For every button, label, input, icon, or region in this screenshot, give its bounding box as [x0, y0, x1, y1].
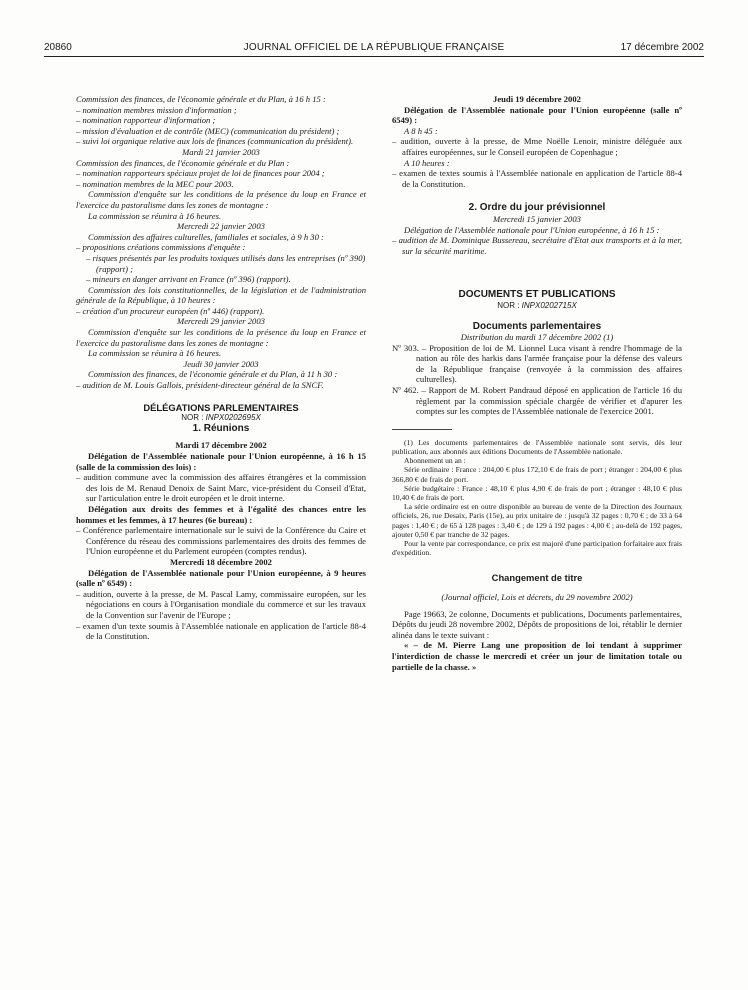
issue-date: 17 décembre 2002	[620, 42, 704, 53]
date-heading: Mardi 21 janvier 2003	[182, 146, 260, 157]
agenda-item: – nomination membres mission d'information ;	[76, 104, 237, 115]
section-title-delegations: DÉLÉGATIONS PARLEMENTAIRES	[143, 401, 299, 413]
agenda-subitem: – risques présentés par les produits toxiques utilisés dans les entreprises (nº 390) (rapport) ;	[86, 252, 366, 274]
agenda-heading: Délégation de l'Assemblée nationale pour l'Union européenne, à 9 heures (salle nº 6549) :	[76, 567, 366, 589]
agenda-item: – audition, ouverte à la presse, de Mme Noëlle Lenoir, ministre déléguée aux affaires européennes, sur le Conseil européen de Copenhague ;	[392, 136, 682, 157]
agenda-item: – examen d'un texte soumis à l'Assemblée nationale en application de l'article 88-4 de la Constitution.	[76, 620, 366, 642]
journal-title: JOURNAL OFFICIEL DE LA RÉPUBLIQUE FRANÇAISE	[243, 42, 505, 53]
footnote: Pour la vente par correspondance, ce prix est majoré d'une participation forfaitaire aux frais d'expédition.	[392, 539, 682, 558]
erratum-quote: « – de M. Pierre Lang une proposition de loi tendant à supprimer l'interdiction de chasse le mercredi et créer un jour de limitation totale ou partielle de la chasse. »	[392, 640, 682, 672]
agenda-heading: Commission des finances, de l'économie générale et du Plan, à 11 h 30 :	[88, 369, 338, 380]
agenda-item: – examen de textes soumis à l'Assemblée nationale en application de l'article 88-4 de la Constitution.	[392, 168, 682, 189]
agenda-time: A 10 heures :	[404, 157, 450, 168]
subsection-title: 2. Ordre du jour prévisionnel	[468, 202, 606, 214]
nor-label: NOR :	[497, 300, 522, 310]
footnote: Série budgétaire : France : 48,10 € plus 4,90 € de frais de port ; étranger : 48,10 € plus 10,40 € de frais de port.	[392, 483, 682, 503]
document-entry: Nº 303. – Proposition de loi de M. Lionnel Luca visant à rendre l'hommage de la nation au rôle des harkis dans l'armée française pour la défense des valeurs de la République française (renvoyée à la commission des affaires culturelles).	[392, 342, 682, 385]
date-heading: Jeudi 30 janvier 2003	[183, 358, 259, 369]
nor-label: NOR :	[181, 413, 206, 423]
agenda-time: A 8 h 45 :	[404, 125, 438, 136]
agenda-item: – suivi loi organique relative aux lois de finances (communication du président).	[76, 136, 354, 147]
erratum-text: Page 19663, 2e colonne, Documents et publications, Documents parlementaires, Dépôts du jeudi 28 novembre 2002, Dépôts de propositions de loi, rétablir le dernier alinéa dans le texte suivant :	[392, 608, 682, 640]
date-heading: Mercredi 29 janvier 2003	[177, 316, 265, 327]
section-title-documents: DOCUMENTS ET PUBLICATIONS	[458, 289, 616, 301]
agenda-heading: Délégation aux droits des femmes et à l'égalité des chances entre les hommes et les femmes, à 17 heures (6e bureau) :	[76, 503, 366, 525]
date-heading: Mercredi 18 décembre 2002	[170, 556, 272, 567]
agenda-note: La commission se réunira à 16 heures.	[88, 210, 222, 221]
agenda-heading: Délégation de l'Assemblée nationale pour l'Union européenne (salle nº 6549) :	[392, 104, 682, 126]
agenda-heading: Commission d'enquête sur les conditions de la présence du loup en France et l'exercice du pastoralisme dans les zones de montagne :	[76, 189, 366, 210]
agenda-heading: Commission des lois constitutionnelles, de la législation et de l'administration générale de la République, à 10 heures :	[76, 284, 366, 306]
left-column	[76, 94, 366, 642]
agenda-item: – nomination membres de la MEC pour 2003.	[76, 178, 234, 189]
subsection-title: Changement de titre	[491, 572, 583, 584]
agenda-heading: Commission des finances, de l'économie générale et du Plan, à 16 h 15 :	[76, 94, 326, 104]
agenda-item: – audition de M. Dominique Bussereau, secrétaire d'Etat aux transports et à la mer, sur la sécurité maritime.	[392, 235, 682, 256]
journal-reference: (Journal officiel, Lois et décrets, du 29 novembre 2002)	[441, 592, 633, 603]
agenda-item: – audition, ouverte à la presse, de M. Pascal Lamy, commissaire européen, sur les négociations en cours à l'Organisation mondiale du commerce et sur les travaux de la Convention sur l'avenir de l'Europe ;	[76, 588, 366, 620]
footnote-divider	[392, 429, 452, 430]
footnote: (1) Les documents parlementaires de l'Assemblée nationale sont servis, dès leur publication, aux abonnés aux éditions Documents de l'Assemblée nationale.	[392, 437, 682, 457]
agenda-item: – audition commune avec la commission des affaires étrangères et la commission des lois de M. Renaud Denoix de Saint Marc, vice-président du Conseil d'Etat, sur l'articulation entre le droit européen et le droit interne.	[76, 472, 366, 504]
agenda-item: – audition de M. Louis Gallois, président-directeur général de la SNCF.	[76, 380, 324, 391]
agenda-item: – nomination rapporteurs spéciaux projet de loi de finances pour 2004 ;	[76, 168, 325, 179]
document-entry: Nº 462. – Rapport de M. Robert Pandraud déposé en application de l'article 16 du règlement par la commission spéciale chargée de vérifier et d'apurer les comptes sur les comptes de l'Assemblée nationale de l'exercice 2001.	[392, 385, 682, 417]
agenda-item: – nomination rapporteur d'information ;	[76, 115, 216, 126]
agenda-item: – propositions créations commissions d'enquête :	[76, 242, 246, 253]
agenda-item: – Conférence parlementaire internationale sur le suivi de la Conférence du Caire et Conférence du réseau des commissions parlementaires des droits des femmes de l'Union européenne et du Parlement européen (comptes rendus).	[76, 525, 366, 557]
subsection-title: Documents parlementaires	[472, 320, 602, 332]
page-number: 20860	[44, 42, 72, 53]
agenda-note: La commission se réunira à 16 heures.	[88, 348, 222, 359]
agenda-subitem: – mineurs en danger arrivant en France (nº 396) (rapport).	[86, 274, 291, 285]
nor-code: INPX0202695X	[205, 413, 261, 423]
date-heading: Mardi 17 décembre 2002	[175, 440, 267, 451]
right-column	[392, 94, 682, 672]
agenda-heading: Commission des finances, de l'économie générale et du Plan :	[76, 157, 290, 168]
date-heading: Mercredi 22 janvier 2003	[177, 221, 265, 232]
nor-code: INPX0202715X	[521, 300, 577, 310]
agenda-heading: Délégation de l'Assemblée nationale pour l'Union européenne, à 16 h 15 :	[404, 224, 660, 235]
page-header	[44, 40, 704, 57]
subsection-title: 1. Réunions	[192, 422, 250, 434]
agenda-heading: Commission d'enquête sur les conditions de la présence du loup en France et l'exercice du pastoralisme dans les zones de montagne :	[76, 327, 366, 348]
agenda-item: – création d'un procureur européen (nº 446) (rapport).	[76, 305, 265, 316]
date-heading: Mercredi 15 janvier 2003	[493, 213, 581, 224]
agenda-heading: Délégation de l'Assemblée nationale pour l'Union européenne, à 16 h 15 (salle de la commission des lois) :	[76, 451, 366, 472]
agenda-item: – mission d'évaluation et de contrôle (MEC) (communication du président) ;	[76, 125, 340, 136]
footnote: La série ordinaire est en outre disponible au bureau de vente de la Direction des Journaux officiels, 26, rue Desaix, Paris (15e), au prix unitaire de : jusqu'à 32 pages : 0,70 € ; de 33 à 64 pages : 1,40 € ; de 65 à 128 pages : 3,40 € ; de 129 à 192 pages : 4,00 € ; au-delà de 192 pages, ajouter 0,50 € par tranche de 32 pages.	[392, 502, 682, 539]
footnote: Abonnement un an :	[404, 456, 466, 466]
footnote: Série ordinaire : France : 204,00 € plus 172,10 € de frais de port ; étranger : 204,00 € plus 366,80 € de frais de port.	[392, 465, 682, 484]
nor-reference	[392, 301, 682, 312]
distribution-heading: Distribution du mardi 17 décembre 2002 (1)	[460, 332, 614, 343]
date-heading: Jeudi 19 décembre 2002	[493, 94, 581, 104]
agenda-heading: Commission des affaires culturelles, familiales et sociales, à 9 h 30 :	[88, 231, 324, 242]
